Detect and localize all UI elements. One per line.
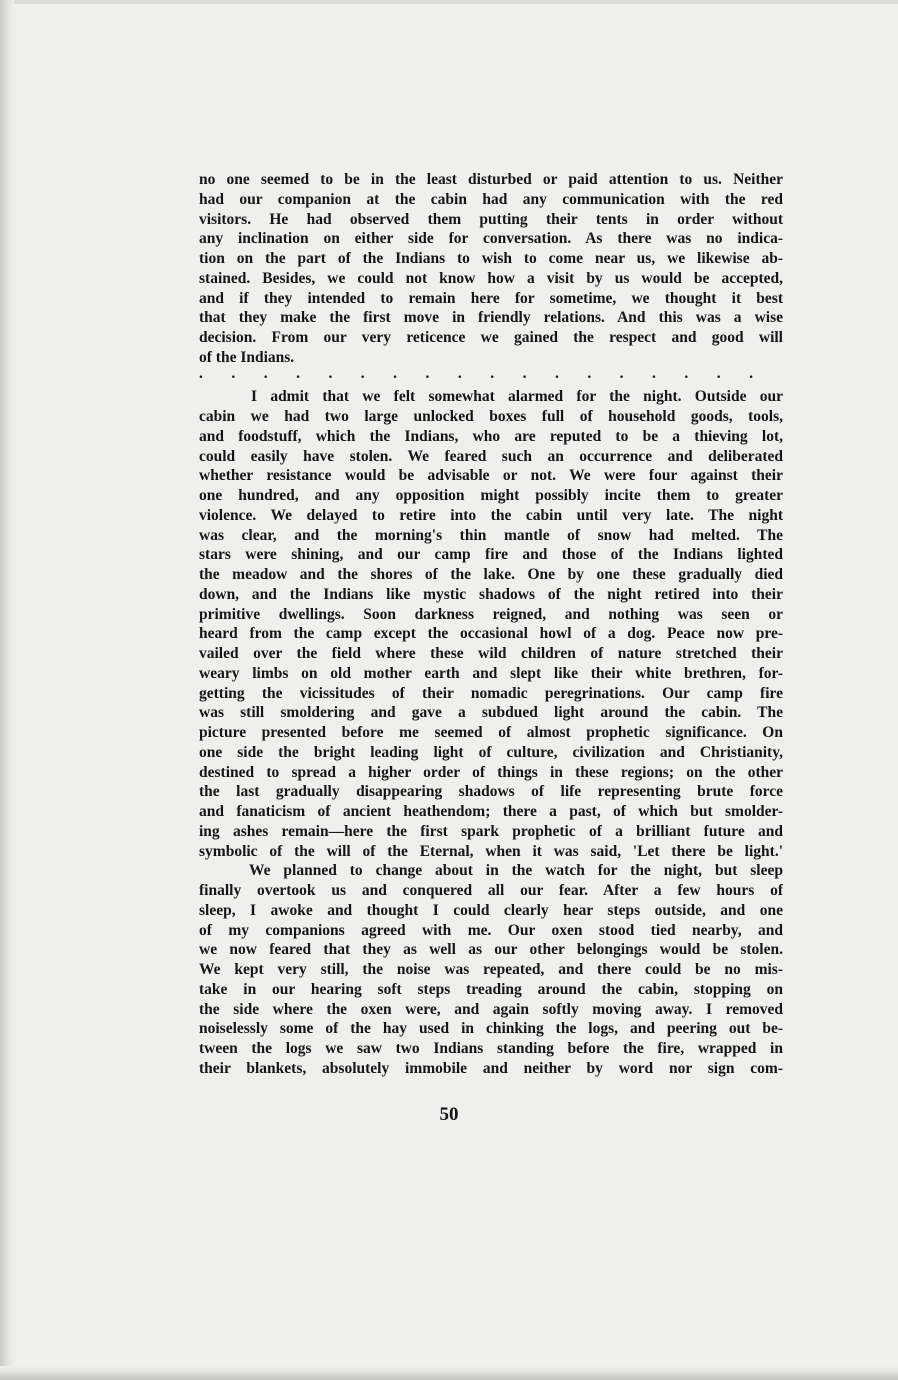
text-line: visitors. He had observed them putting their tents in order without	[199, 210, 783, 228]
paragraph-1	[199, 170, 783, 368]
ellipsis-dot: .	[263, 364, 268, 382]
ellipsis-dot: .	[231, 364, 236, 382]
text-line: one side the bright leading light of culture, civilization and Christianity,	[199, 743, 783, 761]
text-line: the side where the oxen were, and again softly moving away. I removed	[199, 1000, 783, 1018]
text-line: was clear, and the morning's thin mantle of snow had melted. The	[199, 526, 783, 544]
text-line: had our companion at the cabin had any communication with the red	[199, 190, 783, 208]
ellipsis-dot: .	[652, 364, 656, 382]
text-line: the last gradually disappearing shadows of life representing brute force	[199, 783, 783, 801]
text-line: take in our hearing soft steps treading around the cabin, stopping on	[199, 980, 783, 998]
text-line: and fanaticism of ancient heathendom; there a past, of which but smolder-	[199, 803, 783, 820]
text-line: I admit that we felt somewhat alarmed for the night. Outside our	[251, 388, 783, 406]
text-line: sleep, I awoke and thought I could clearly hear steps outside, and one	[199, 901, 783, 919]
text-line: cabin we had two large unlocked boxes full of household goods, tools,	[199, 408, 783, 425]
text-line: and foodstuff, which the Indians, who are reputed to be a thieving lot,	[199, 427, 783, 445]
text-line: no one seemed to be in the least disturbed or paid attention to us. Neither	[199, 171, 783, 188]
text-line: primitive dwellings. Soon darkness reigned, and nothing was seen or	[199, 605, 783, 623]
text-line: We planned to change about in the watch for the night, but sleep	[249, 862, 783, 880]
paragraph-2	[199, 387, 783, 861]
ellipsis-dot: .	[296, 364, 300, 382]
text-line: we now feared that they as well as our other belongings would be stolen.	[199, 941, 783, 959]
ellipsis-dot: .	[522, 364, 527, 382]
text-line: stars were shining, and our camp fire and those of the Indians lighted	[199, 546, 783, 564]
text-line: decision. From our very reticence we gained the respect and good will	[199, 329, 783, 346]
ellipsis-dot: .	[360, 364, 365, 382]
ellipsis-dot: .	[587, 364, 592, 382]
text-line: and if they intended to remain here for sometime, we thought it best	[199, 289, 783, 307]
page-number: 50	[439, 1104, 459, 1125]
ellipsis-dot: .	[554, 364, 559, 382]
text-line: any inclination on either side for conversation. As there was no indica-	[199, 230, 783, 248]
paragraph-3	[199, 861, 783, 1078]
text-line: stained. Besides, we could not know how a visit by us would be accepted,	[199, 269, 783, 287]
text-line: tween the logs we saw two Indians standing before the fire, wrapped in	[199, 1040, 783, 1057]
text-line: whether resistance would be advisable or not. We were four against their	[199, 467, 783, 485]
text-line: one hundred, and any opposition might possibly incite them to greater	[199, 487, 783, 504]
text-line: getting the vicissitudes of their nomadic peregrinations. Our camp fire	[199, 684, 783, 702]
ellipsis-dot: .	[684, 364, 689, 382]
text-line: ing ashes remain—here the first spark prophetic of a brilliant future and	[199, 822, 783, 840]
text-line: noiselessly some of the hay used in chinking the logs, and peering out be-	[199, 1020, 783, 1038]
ellipsis-dot: .	[490, 364, 495, 382]
text-line: the meadow and the shores of the lake. One by one these gradually died	[199, 566, 783, 583]
scan-top-edge	[0, 0, 898, 4]
text-line: their blankets, absolutely immobile and neither by word nor sign com-	[199, 1059, 783, 1077]
ellipsis-dot: .	[199, 364, 203, 382]
ellipsis-dot: .	[716, 364, 721, 382]
text-line: was still smoldering and gave a subdued light around the cabin. The	[199, 704, 783, 722]
ellipsis-dot: .	[749, 364, 753, 382]
text-line: violence. We delayed to retire into the cabin until very late. The night	[199, 506, 783, 524]
text-line: of the Indians.	[199, 348, 295, 366]
ellipsis-dot: .	[619, 364, 624, 382]
section-break-ellipsis	[199, 364, 783, 388]
text-line: destined to spread a higher order of things in these regions; on the other	[199, 763, 783, 781]
text-line: vailed over the field where these wild children of nature stretched their	[199, 645, 783, 662]
text-line: tion on the part of the Indians to wish to come near us, we likewise ab-	[199, 250, 783, 267]
page-text	[199, 170, 783, 1079]
scan-binding-edge	[0, 0, 14, 1380]
text-line: weary limbs on old mother earth and slept like their white brethren, for-	[199, 664, 783, 682]
text-line: symbolic of the will of the Eternal, when it was said, 'Let there be light.'	[199, 842, 783, 860]
text-line: of my companions agreed with me. Our oxen stood tied nearby, and	[199, 921, 783, 939]
ellipsis-dot: .	[457, 364, 462, 382]
text-line: could easily have stolen. We feared such an occurrence and deliberated	[199, 447, 783, 465]
ellipsis-dot: .	[328, 364, 333, 382]
text-line: heard from the camp except the occasional howl of a dog. Peace now pre-	[199, 625, 783, 643]
text-line: picture presented before me seemed of almost prophetic significance. On	[199, 724, 783, 741]
ellipsis-dot: .	[393, 364, 398, 382]
text-line: that they make the first move in friendly relations. And this was a wise	[199, 309, 783, 327]
text-line: finally overtook us and conquered all our fear. After a few hours of	[199, 882, 783, 899]
text-line: down, and the Indians like mystic shadows of the night retired into their	[199, 585, 783, 603]
ellipsis-dot: .	[425, 364, 430, 382]
text-line: We kept very still, the noise was repeated, and there could be no mis-	[199, 961, 783, 978]
scan-bottom-edge	[0, 1366, 898, 1380]
